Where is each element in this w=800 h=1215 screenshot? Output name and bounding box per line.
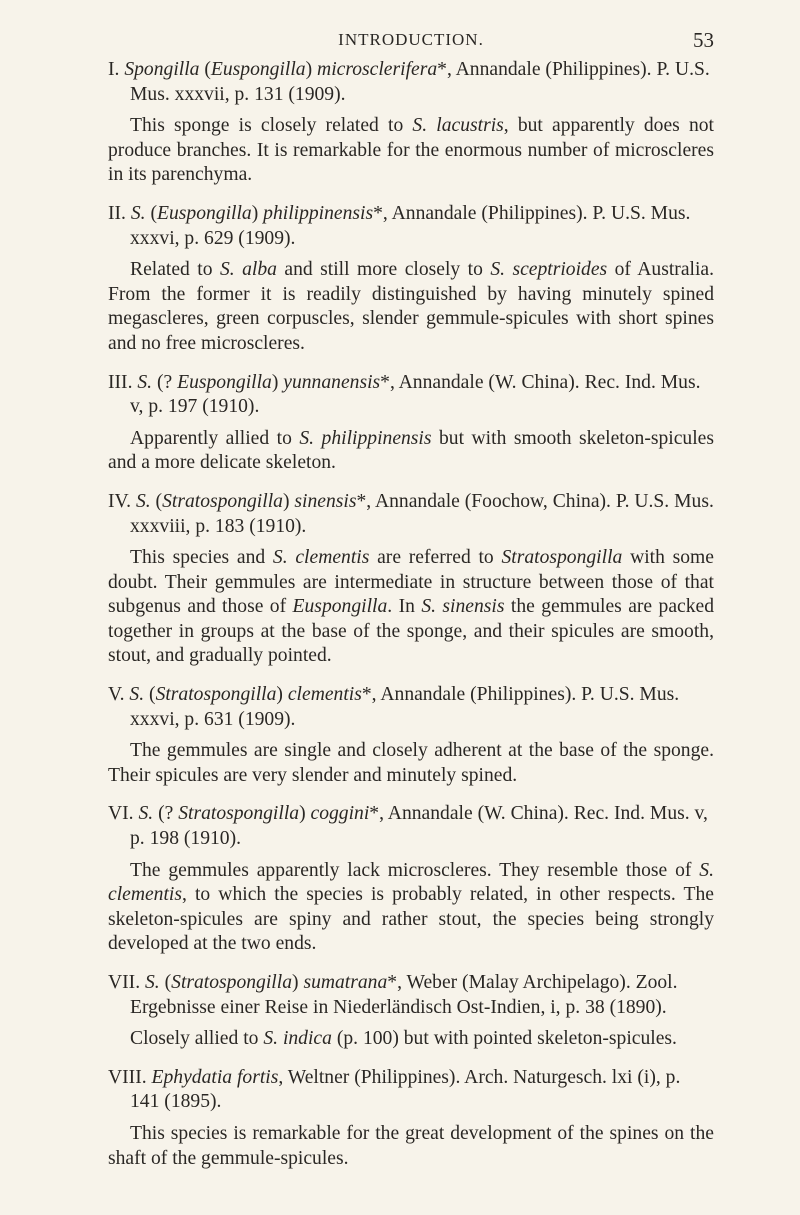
species-entry-i (108, 58, 714, 188)
text-run: *, Annandale (W. China). Rec. Ind. Mus. v, p. 197 (1910). (130, 371, 701, 418)
species-description (108, 1122, 714, 1171)
species-citation (108, 202, 714, 251)
text-run: ) (292, 972, 304, 993)
text-run: This sponge is closely related to (130, 115, 413, 137)
text-run: Related to (130, 259, 220, 281)
text-run: This species is remarkable for the great development of the spines on the shaft of the gemmule-spicules. (108, 1122, 714, 1169)
italic-text: sinensis (294, 490, 357, 512)
italic-text: Stratospongilla (155, 684, 277, 706)
italic-text: S. philippinensis (299, 427, 432, 449)
text-run: VIII. (108, 1066, 152, 1088)
text-run: ) (282, 490, 295, 512)
italic-text: S. sinensis (421, 596, 505, 618)
italic-text: S. (145, 972, 160, 993)
italic-text: S. alba (219, 259, 277, 281)
italic-text: S. clementis (108, 859, 714, 906)
text-run: ( (199, 59, 211, 80)
text-run: of Australia. From the former it is readily distinguished by having minutely spined megascleres, green corpuscles, slender gemmule-spicules with short spines and no free microscleres. (108, 259, 715, 354)
italic-text: Stratospongilla (501, 547, 623, 569)
species-citation (108, 971, 714, 1020)
text-run: The gemmules are single and closely adherent at the base of the sponge. Their spicules are very slender and minutely spined. (108, 740, 714, 786)
text-run: ) (305, 59, 318, 80)
italic-text: S. (130, 202, 146, 224)
text-run: Apparently allied to (130, 427, 300, 449)
species-citation (108, 1066, 714, 1115)
text-run: *, Weber (Malay Archipelago). Zool. Ergebnisse einer Reise in Niederländisch Ost-Indien, i, p. 38 (1890). (130, 972, 678, 1018)
text-run: *, Annandale (Philippines). P. U.S. Mus. xxxvi, p. 631 (1909). (130, 684, 680, 730)
italic-text: S. clementis (272, 547, 370, 569)
text-run: ) (271, 371, 284, 393)
species-entry-viii (108, 1066, 714, 1171)
text-run: *, Annandale (W. China). Rec. Ind. Mus. v, p. 198 (1910). (130, 803, 708, 850)
text-run: ) (251, 202, 264, 224)
text-run: , Weltner (Philippines). Arch. Naturgesch. lxi (i), p. 141 (1895). (130, 1066, 681, 1113)
italic-text: Stratospongilla (171, 972, 292, 993)
text-run: ) (299, 803, 311, 825)
italic-text: Euspongilla (210, 59, 306, 80)
text-run: This species and (130, 547, 273, 569)
species-description (108, 859, 714, 957)
italic-text: Euspongilla (157, 202, 252, 224)
italic-text: S. (138, 803, 154, 825)
text-run: II. (108, 202, 131, 224)
text-run: III. (108, 371, 138, 393)
species-list (108, 58, 714, 1171)
text-run: VI. (108, 803, 139, 825)
text-run: , to which the species is probably related, in other respects. The skeleton-spicules are spiny and rather stout, the species being strongly developed at the two ends. (108, 884, 714, 955)
italic-text: S. (135, 490, 151, 512)
italic-text: S. sceptrioides (490, 259, 608, 281)
species-citation (108, 683, 714, 732)
species-entry-v (108, 683, 714, 788)
italic-text: Euspongilla (177, 371, 272, 393)
text-run: Closely allied to (130, 1028, 264, 1050)
text-run: and still more closely to (276, 259, 491, 281)
species-citation (108, 490, 714, 539)
species-description (108, 114, 714, 188)
text-run: with some doubt. Their gemmules are intermediate in structure between those of that subgenus and those of (108, 547, 714, 618)
species-entry-iii (108, 371, 714, 476)
italic-text: clementis (287, 684, 362, 706)
text-run: ( (159, 972, 172, 993)
text-run: . In (387, 596, 422, 618)
text-run: V. (108, 684, 130, 706)
italic-text: philippinensis (263, 202, 374, 224)
text-run: *, Annandale (Foochow, China). P. U.S. Mus. xxxviii, p. 183 (1910). (130, 490, 714, 537)
italic-text: Stratospongilla (162, 490, 283, 512)
species-entry-iv (108, 490, 714, 669)
text-run: The gemmules apparently lack microscleres. They resemble those of (130, 859, 700, 881)
text-run: VII. (108, 972, 145, 993)
text-run: *, Annandale (Philippines). P. U.S. Mus. xxxvi, p. 629 (1909). (130, 202, 691, 249)
text-run: IV. (108, 490, 136, 512)
text-run: , but apparently does not produce branches. It is remarkable for the enormous number of microscleres in its parenchyma. (108, 115, 714, 186)
text-run: (? (153, 803, 179, 825)
species-description (108, 427, 714, 476)
italic-text: S. (137, 371, 153, 393)
italic-text: S. lacustris (412, 115, 504, 137)
italic-text: yunnanensis (283, 371, 381, 393)
italic-text: coggini (310, 803, 370, 825)
text-run: (p. 100) but with pointed skeleton-spicules. (331, 1028, 677, 1050)
text-run: ) (276, 684, 288, 706)
species-description (108, 1027, 714, 1052)
text-run: ( (144, 684, 156, 706)
species-entry-vi (108, 802, 714, 957)
italic-text: Stratospongilla (178, 803, 300, 825)
text-run: the gemmules are packed together in groups at the base of the sponge, and their spicules are smooth, stout, and gradually pointed. (108, 596, 714, 667)
page-number: 53 (693, 28, 714, 52)
species-citation (108, 371, 714, 420)
italic-text: Euspongilla (292, 596, 388, 618)
text-run: but with smooth skeleton-spicules and a more delicate skeleton. (108, 427, 714, 474)
text-run: ( (150, 490, 163, 512)
italic-text: microsclerifera (317, 59, 438, 80)
text-run: (? (152, 371, 178, 393)
italic-text: S. (129, 684, 145, 706)
species-entry-vii (108, 971, 714, 1052)
species-description (108, 258, 714, 356)
running-header (108, 30, 714, 56)
italic-text: S. indica (263, 1028, 332, 1050)
text-run: *, Annandale (Philippines). P. U.S. Mus. xxxvii, p. 131 (1909). (130, 59, 710, 105)
italic-text: sumatrana (303, 972, 388, 993)
italic-text: Ephydatia fortis (151, 1066, 279, 1088)
species-description (108, 546, 714, 669)
species-entry-ii (108, 202, 714, 357)
species-citation (108, 58, 714, 107)
text-run: ( (145, 202, 157, 224)
italic-text: Spongilla (124, 59, 200, 80)
species-citation (108, 802, 714, 851)
text-run: are referred to (369, 547, 502, 569)
species-description (108, 739, 714, 788)
text-run: I. (108, 59, 125, 80)
running-title: INTRODUCTION. (338, 30, 484, 49)
